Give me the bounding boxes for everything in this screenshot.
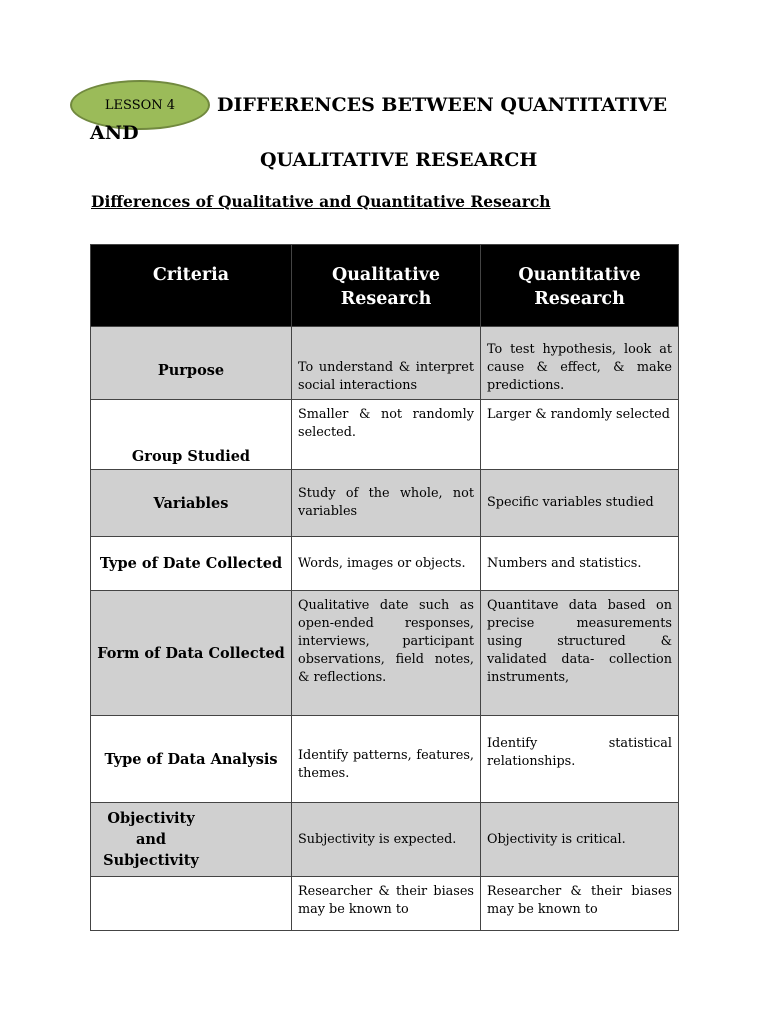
table-row	[91, 400, 679, 470]
comparison-table	[90, 244, 679, 931]
row-criteria: Type of Date Collected	[91, 537, 292, 591]
header-criteria: Criteria	[91, 245, 292, 327]
lesson-badge-label: LESSON 4	[104, 97, 176, 113]
row-qualitative: Study of the whole, not variables	[292, 470, 481, 537]
page-title-line1: DIFFERENCES BETWEEN QUANTITATIVE	[217, 94, 668, 116]
header-qualitative: Qualitative Research	[292, 245, 481, 327]
row-qualitative: Qualitative date such as open-ended responses, interviews, participant observations, field notes, & reflections.	[292, 591, 481, 716]
row-qualitative: Identify patterns, features, themes.	[292, 716, 481, 803]
table-row	[91, 591, 679, 716]
page-title-and: AND	[90, 122, 139, 144]
row-criteria: Variables	[91, 470, 292, 537]
row-quantitative: Numbers and statistics.	[481, 537, 679, 591]
row-criteria: Purpose	[91, 327, 292, 400]
table-row	[91, 327, 679, 400]
row-qualitative: Researcher & their biases may be known to	[292, 877, 481, 931]
table-row	[91, 716, 679, 803]
section-subtitle: Differences of Qualitative and Quantitative Research	[91, 192, 551, 211]
row-criteria: Group Studied	[91, 400, 292, 470]
row-criteria	[91, 803, 292, 877]
table-row	[91, 537, 679, 591]
row-quantitative: Objectivity is critical.	[481, 803, 679, 877]
row-criteria	[91, 877, 292, 931]
row-criteria: Type of Data Analysis	[91, 716, 292, 803]
row-quantitative: Researcher & their biases may be known to	[481, 877, 679, 931]
row-quantitative: Quantitave data based on precise measurements using structured & validated data- collection instruments,	[481, 591, 679, 716]
row-qualitative: Subjectivity is expected.	[292, 803, 481, 877]
row-criteria: Form of Data Collected	[91, 591, 292, 716]
row-criteria-text: Objectivity and Subjectivity	[103, 810, 199, 869]
table-row	[91, 877, 679, 931]
row-quantitative: Larger & randomly selected	[481, 400, 679, 470]
row-quantitative: To test hypothesis, look at cause & effect, & make predictions.	[481, 327, 679, 400]
row-quantitative: Specific variables studied	[481, 470, 679, 537]
table-row	[91, 470, 679, 537]
row-quantitative: Identify statistical relationships.	[481, 716, 679, 803]
row-qualitative: Words, images or objects.	[292, 537, 481, 591]
table-row	[91, 803, 679, 877]
table-header-row	[91, 245, 679, 327]
page-title-line2: QUALITATIVE RESEARCH	[260, 149, 538, 171]
row-qualitative: To understand & interpret social interactions	[292, 327, 481, 400]
header-quantitative: Quantitative Research	[481, 245, 679, 327]
row-qualitative: Smaller & not randomly selected.	[292, 400, 481, 470]
